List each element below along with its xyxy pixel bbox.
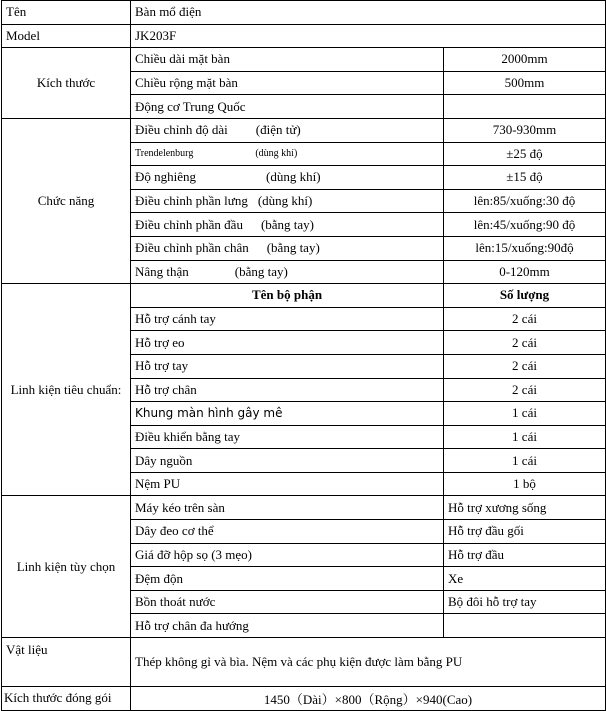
function-mode: (bằng tay) xyxy=(266,240,320,256)
spec-table xyxy=(1,0,606,711)
size-section-label: Kích thước xyxy=(2,48,131,119)
function-name: Điều chỉnh phần chân xyxy=(135,240,249,256)
table-row xyxy=(2,24,606,48)
function-section-label: Chức năng xyxy=(2,118,131,283)
size-item-value: 2000mm xyxy=(444,48,606,72)
part-quantity: 2 cái xyxy=(444,378,606,402)
function-mode: (bằng tay) xyxy=(234,263,288,279)
function-item xyxy=(131,166,444,190)
table-row xyxy=(2,284,606,308)
material-value: Thép không gỉ và bìa. Nệm và các phụ kiện được làm bằng PU xyxy=(131,638,606,687)
optional-part: Hỗ trợ chân đa hướng xyxy=(131,614,444,638)
function-value: lên:85/xuống:30 độ xyxy=(444,189,606,213)
size-item-name: Chiều rộng mặt bàn xyxy=(131,71,444,95)
function-mode: (dùng khí) xyxy=(266,169,321,185)
part-name: Điều khiển bằng tay xyxy=(131,425,444,449)
part-quantity: 2 cái xyxy=(444,307,606,331)
function-name: Nâng thận xyxy=(135,263,189,279)
optional-part: Máy kéo trên sàn xyxy=(131,496,444,520)
part-quantity: 2 cái xyxy=(444,354,606,378)
function-item xyxy=(131,260,444,284)
part-quantity: 2 cái xyxy=(444,331,606,355)
function-mode: (dùng khí) xyxy=(257,193,313,209)
part-name: Hỗ trợ chân xyxy=(131,378,444,402)
optional-part: Đệm độn xyxy=(131,567,444,591)
optional-part: Giá đỡ hộp sọ (3 mẹo) xyxy=(131,543,444,567)
function-value: 0-120mm xyxy=(444,260,606,284)
table-row xyxy=(2,638,606,687)
name-value: Bàn mổ điện xyxy=(131,1,606,25)
function-mode: (dùng khí) xyxy=(255,148,298,160)
part-quantity: 1 cái xyxy=(444,402,606,426)
function-item xyxy=(131,118,444,142)
part-name: Nệm PU xyxy=(131,472,444,496)
function-name: Điều chỉnh phần đầu xyxy=(135,216,243,232)
size-item-name: Động cơ Trung Quốc xyxy=(131,95,444,119)
part-name: Hỗ trợ cánh tay xyxy=(131,307,444,331)
size-item-value: 500mm xyxy=(444,71,606,95)
function-name: Điều chỉnh phần lưng xyxy=(135,193,248,209)
material-label: Vật liệu xyxy=(2,638,131,687)
packing-size-value: 1450（Dài）×800（Rộng）×940(Cao) xyxy=(131,687,606,711)
optional-part: Bồn thoát nước xyxy=(131,590,444,614)
function-mode: (bằng tay) xyxy=(260,216,315,232)
function-item xyxy=(131,189,444,213)
model-value: JK203F xyxy=(131,24,606,48)
optional-part xyxy=(444,614,606,638)
function-value: 730-930mm xyxy=(444,118,606,142)
function-value: ±25 độ xyxy=(444,142,606,166)
function-mode: (điện tử) xyxy=(255,122,301,138)
optional-part: Hỗ trợ đầu xyxy=(444,543,606,567)
part-name: Dây nguồn xyxy=(131,449,444,473)
optional-part: Hỗ trợ xương sống xyxy=(444,496,606,520)
optional-parts-section-label: Linh kiện tùy chọn xyxy=(2,496,131,638)
size-item-name: Chiều dài mặt bàn xyxy=(131,48,444,72)
optional-part: Hỗ trợ đầu gối xyxy=(444,520,606,544)
function-value: lên:15/xuống:90độ xyxy=(444,236,606,260)
function-value: ±15 độ xyxy=(444,166,606,190)
part-name-header: Tên bộ phận xyxy=(131,284,444,308)
model-label: Model xyxy=(2,24,131,48)
function-value: lên:45/xuống:90 độ xyxy=(444,213,606,237)
function-item xyxy=(131,213,444,237)
standard-parts-section-label: Linh kiện tiêu chuẩn: xyxy=(2,284,131,496)
optional-part: Bộ đôi hỗ trợ tay xyxy=(444,590,606,614)
name-label: Tên xyxy=(2,1,131,25)
table-row xyxy=(2,48,606,72)
packing-size-label: Kích thước đóng gói xyxy=(2,687,131,711)
part-quantity: 1 bộ xyxy=(444,472,606,496)
quantity-header: Số lượng xyxy=(444,284,606,308)
optional-part: Dây đeo cơ thể xyxy=(131,520,444,544)
function-item xyxy=(131,236,444,260)
function-name: Độ nghiêng xyxy=(135,169,197,185)
table-row xyxy=(2,496,606,520)
part-quantity: 1 cái xyxy=(444,425,606,449)
optional-part: Xe xyxy=(444,567,606,591)
part-name: Hỗ trợ tay xyxy=(131,354,444,378)
table-row xyxy=(2,1,606,25)
function-name: Điều chỉnh độ dài xyxy=(135,122,228,138)
part-name: Khung màn hình gây mê xyxy=(131,402,444,426)
function-item xyxy=(131,142,444,166)
function-name: Trendelenburg xyxy=(135,148,194,160)
part-quantity: 1 cái xyxy=(444,449,606,473)
table-row xyxy=(2,118,606,142)
size-item-value xyxy=(444,95,606,119)
table-row xyxy=(2,687,606,711)
part-name: Hỗ trợ eo xyxy=(131,331,444,355)
